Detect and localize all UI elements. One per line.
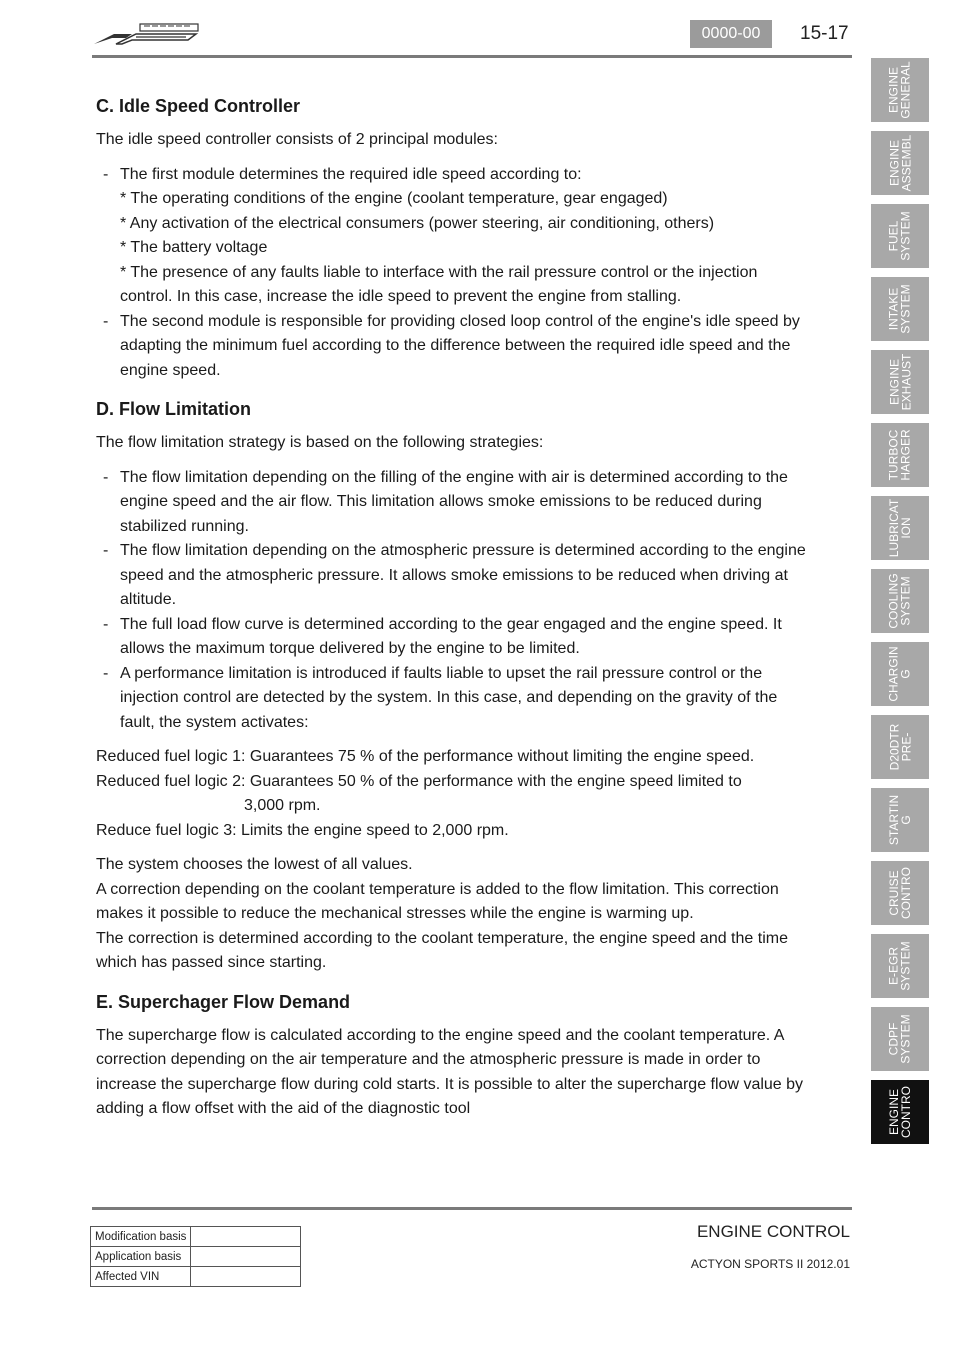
table-value bbox=[191, 1267, 301, 1287]
tab-engine-general[interactable]: ENGINE GENERAL bbox=[871, 58, 929, 122]
table-row bbox=[91, 1267, 301, 1287]
footer-divider bbox=[92, 1207, 852, 1210]
tab-d20dtr-pre[interactable]: D20DTR PRE- bbox=[871, 715, 929, 779]
closing-line: The correction is determined according to the coolant temperature, the engine speed and the time which has passed since starting. bbox=[96, 929, 788, 971]
tab-engine-control[interactable]: ENGINE CONTRO bbox=[871, 1080, 929, 1144]
table-label: Modification basis bbox=[91, 1227, 191, 1247]
section-c-intro: The idle speed controller consists of 2 principal modules: bbox=[96, 131, 498, 148]
closing-line: A correction depending on the coolant temperature is added to the flow limitation. This correction makes it possible to reduce the mechanical stresses while the engine is warming up. bbox=[96, 880, 779, 922]
tab-fuel-system[interactable]: FUEL SYSTEM bbox=[871, 204, 929, 268]
list-item bbox=[96, 163, 811, 310]
table-row bbox=[91, 1247, 301, 1267]
header-divider bbox=[92, 55, 852, 58]
section-c-title: C. Idle Speed Controller bbox=[96, 96, 301, 116]
doc-code-badge: 0000-00 bbox=[690, 20, 772, 48]
list-item-line: * The operating conditions of the engine (coolant temperature, gear engaged) bbox=[120, 190, 668, 207]
list-item-line: * The battery voltage bbox=[120, 239, 268, 256]
fuel-logic-1: Reduced fuel logic 1: Guarantees 75 % of the performance without limiting the engine speed. bbox=[96, 748, 755, 765]
list-item: - A performance limitation is introduced if faults liable to upset the rail pressure control or the injection control are detected by the system. In this case, and depending on the gravity of the fault, the system activates: bbox=[96, 662, 811, 736]
tab-cruise-control[interactable]: CRUISE CONTRO bbox=[871, 861, 929, 925]
list-item: - The flow limitation depending on the filling of the engine with air is determined according to the engine speed and the air flow. This limitation allows smoke emissions to be reduced during stabilized running. bbox=[96, 466, 811, 540]
section-c-list bbox=[96, 163, 811, 384]
fuel-logic-list bbox=[96, 745, 811, 843]
table-value bbox=[191, 1227, 301, 1247]
tab-cdpf-system[interactable]: CDPF SYSTEM bbox=[871, 1007, 929, 1071]
footer-subtitle: ACTYON SPORTS II 2012.01 bbox=[690, 1257, 850, 1271]
tab-engine-exhaust[interactable]: ENGINE EXHAUST bbox=[871, 350, 929, 414]
list-item: - The full load flow curve is determined according to the gear engaged and the engine speed. It allows the maximum torque delivered by the engine to be limited. bbox=[96, 613, 811, 662]
page-number: 15-17 bbox=[800, 23, 849, 44]
tab-starting[interactable]: STARTIN G bbox=[871, 788, 929, 852]
tab-cooling-system[interactable]: COOLING SYSTEM bbox=[871, 569, 929, 633]
table-row bbox=[91, 1227, 301, 1247]
list-item: - The flow limitation depending on the atmospheric pressure is determined according to the engine speed and the atmospheric pressure. It allows smoke emissions to be reduced when driving at altitude. bbox=[96, 539, 811, 613]
tab-charging[interactable]: CHARGIN G bbox=[871, 642, 929, 706]
list-item-line: * The presence of any faults liable to interface with the rail pressure control or the injection control. In this case, increase the idle speed to prevent the engine from stalling. bbox=[120, 263, 758, 305]
list-item-line: - The first module determines the required idle speed according to: bbox=[120, 165, 582, 183]
closing-line: The system chooses the lowest of all values. bbox=[96, 856, 413, 873]
table-value bbox=[191, 1247, 301, 1267]
section-d-intro: The flow limitation strategy is based on the following strategies: bbox=[96, 434, 544, 451]
list-item: - The second module is responsible for providing closed loop control of the engine's idle speed by adapting the minimum fuel according to the difference between the required idle speed and the engine speed. bbox=[96, 310, 811, 384]
table-label: Affected VIN bbox=[91, 1267, 191, 1287]
actyon-sports-logo bbox=[92, 22, 204, 48]
tab-turbocharger[interactable]: TURBOC HARGER bbox=[871, 423, 929, 487]
section-e-body: The supercharge flow is calculated according to the engine speed and the coolant temperature. A correction depending on the air temperature and the atmospheric pressure is made in order to increase the supercharge flow during cold starts. It is possible to alter the supercharge flow value by adding a flow offset with the aid of the diagnostic tool bbox=[96, 1026, 804, 1117]
main-content bbox=[96, 94, 811, 1122]
fuel-logic-2-continued: 3,000 rpm. bbox=[244, 797, 321, 814]
section-e-title: E. Superchager Flow Demand bbox=[96, 991, 351, 1012]
fuel-logic-3: Reduce fuel logic 3: Limits the engine speed to 2,000 rpm. bbox=[96, 821, 509, 839]
table-label: Application basis bbox=[91, 1247, 191, 1267]
fuel-logic-2: Reduced fuel logic 2: Guarantees 50 % of the performance with the engine speed limited to bbox=[96, 772, 742, 790]
section-d-title: D. Flow Limitation bbox=[96, 399, 251, 419]
section-d-list bbox=[96, 466, 811, 736]
tab-e-egr-system[interactable]: E-EGR SYSTEM bbox=[871, 934, 929, 998]
tab-lubrication[interactable]: LUBRICAT ION bbox=[871, 496, 929, 560]
tab-engine-assembly[interactable]: ENGINE ASSEMBL bbox=[871, 131, 929, 195]
list-item-line: * Any activation of the electrical consumers (power steering, air conditioning, others) bbox=[120, 214, 715, 232]
closing-text bbox=[96, 853, 811, 976]
tab-intake-system[interactable]: INTAKE SYSTEM bbox=[871, 277, 929, 341]
footer-title: ENGINE CONTROL bbox=[696, 1222, 850, 1241]
modification-table bbox=[90, 1226, 301, 1287]
